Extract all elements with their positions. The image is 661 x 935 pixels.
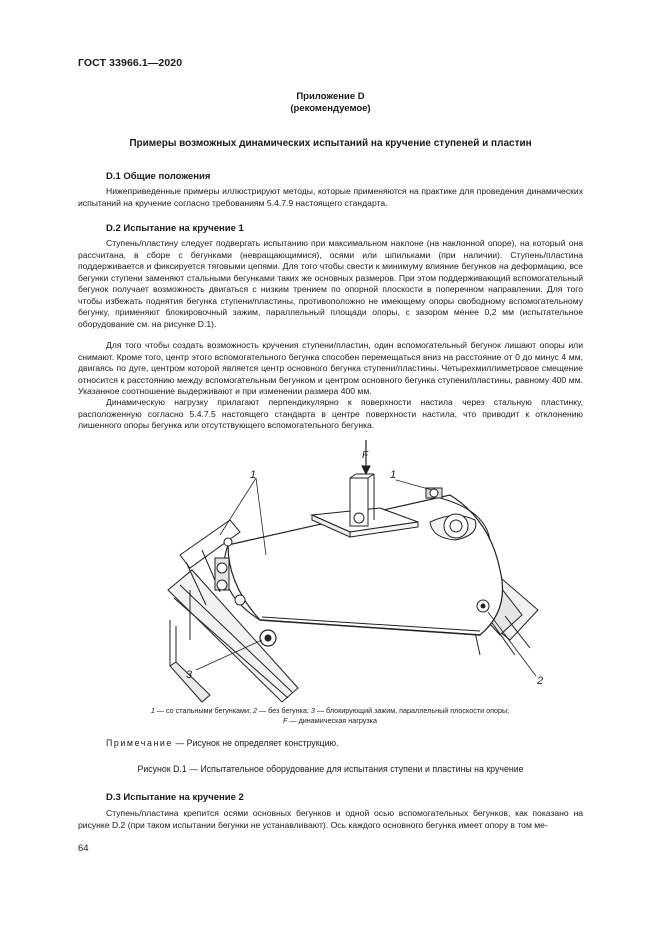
legend-text-1: — со стальными бегунками; bbox=[154, 706, 253, 715]
appendix-subtitle: (рекомендуемое) bbox=[290, 103, 371, 114]
figure-caption: Рисунок D.1 — Испытательное оборудование для испытания ступени и пластины на кручение bbox=[137, 764, 524, 774]
section-d1-paragraph: Нижеприведенные примеры иллюстрируют методы, которые применяются на практике для проведения динамических испытаний на кручение согласно требованиям 5.4.7.9 настоящего стандарта. bbox=[78, 186, 583, 208]
label-1-right: 1 bbox=[390, 469, 397, 481]
label-3: 3 bbox=[186, 669, 193, 681]
label-force: F bbox=[362, 450, 369, 461]
appendix-header bbox=[78, 91, 583, 115]
legend-key-2: 2 bbox=[252, 706, 257, 715]
figure-d1-drawing bbox=[150, 440, 555, 705]
label-1-left: 1 bbox=[250, 469, 257, 481]
figure-legend bbox=[110, 706, 550, 726]
standard-designation: ГОСТ 33966.1—2020 bbox=[78, 57, 183, 69]
legend-key-3: 3 bbox=[310, 706, 315, 715]
section-d2-paragraph-1: Ступень/пластину следует подвергать испытанию при максимальном наклоне (на наклонной опоре), на который она рассчитана, в сборе с бегунками (невращающимися), осями или шпильками (при наличии). Ступень/пластина поддерживается и фиксируется тяговыми цепями. Для того чтобы свести к минимуму влияние бегунков на деформацию, все бегунки ступени заменяют стальными бегунками таких же основных размеров. При этом поддерживающий вспомогательный бегунок получает возможность двигаться с низким трением по опорной плоскости в поперечном направлении. Для того чтобы избежать поднятия бегунка ступени/пластины, противоположно не имеющему опоры свободному вспомогательному бегунку, применяют блокировочный зажим, параллельный площади опоры, с зазором менее 0,2 мм (испытательное оборудование см. на рисунке D.1). bbox=[78, 238, 583, 329]
legend-text-3: — блокирующий зажим, параллельный плоскости опоры; bbox=[314, 706, 510, 715]
main-title: Примеры возможных динамических испытаний на кручение ступеней и пластин bbox=[129, 138, 532, 149]
section-d2-heading: D.2 Испытание на кручение 1 bbox=[106, 223, 244, 234]
page-number: 64 bbox=[78, 843, 89, 854]
label-2: 2 bbox=[537, 675, 544, 687]
section-d3-paragraph: Ступень/пластина крепится осями основных бегунков и одной осью вспомогательных бегунков, как показано на рисунке D.2 (при таком испытании бегунки не устанавливают). Ось каждого основного бегунка имеет опору в том ме- bbox=[78, 808, 583, 830]
section-d1-heading: D.1 Общие положения bbox=[106, 171, 211, 182]
figure-note bbox=[106, 738, 339, 748]
figure-legend-line-1 bbox=[110, 706, 550, 716]
section-d3-heading: D.3 Испытание на кручение 2 bbox=[106, 792, 244, 803]
appendix-title: Приложение D bbox=[296, 91, 365, 102]
legend-text-f: — динамическая нагрузка bbox=[287, 716, 377, 725]
legend-text-2: — без бегунка; bbox=[256, 706, 311, 715]
note-label: Примечание bbox=[106, 738, 173, 748]
section-d2-paragraph-2: Для того чтобы создать возможность кручения ступени/пластин, один вспомогательный бегунок лишают опоры или снимают. Кроме того, центр этого вспомогательного бегунка способен перемещаться вниз на расстояние от 0 до минус 4 мм, двигаясь по дуге, центром которой является центр основного бегунка ступени/пластины. Четырехмиллиметровое смещение относится к расстоянию между вспомогательным бегунком и центром основного бегунка ступени/пластины, равному 400 мм. Указанное соотношение выдерживают и при изменении размера 400 мм. bbox=[78, 340, 583, 396]
section-d2-paragraph-3: Динамическую нагрузку прилагают перпендикулярно к поверхности настила через стальную пластинку, расположенную согласно 5.4.7.5 настоящего стандарта в центре поверхности настила, что приводит к отклонению лишенного опоры бегунка или отсутствующего вспомогательного бегунка. bbox=[78, 397, 583, 430]
legend-key-1: 1 bbox=[150, 706, 155, 715]
figure-legend-line-2 bbox=[110, 716, 550, 726]
legend-key-f: F bbox=[283, 716, 288, 725]
note-text: — Рисунок не определяет конструкцию. bbox=[172, 738, 339, 748]
